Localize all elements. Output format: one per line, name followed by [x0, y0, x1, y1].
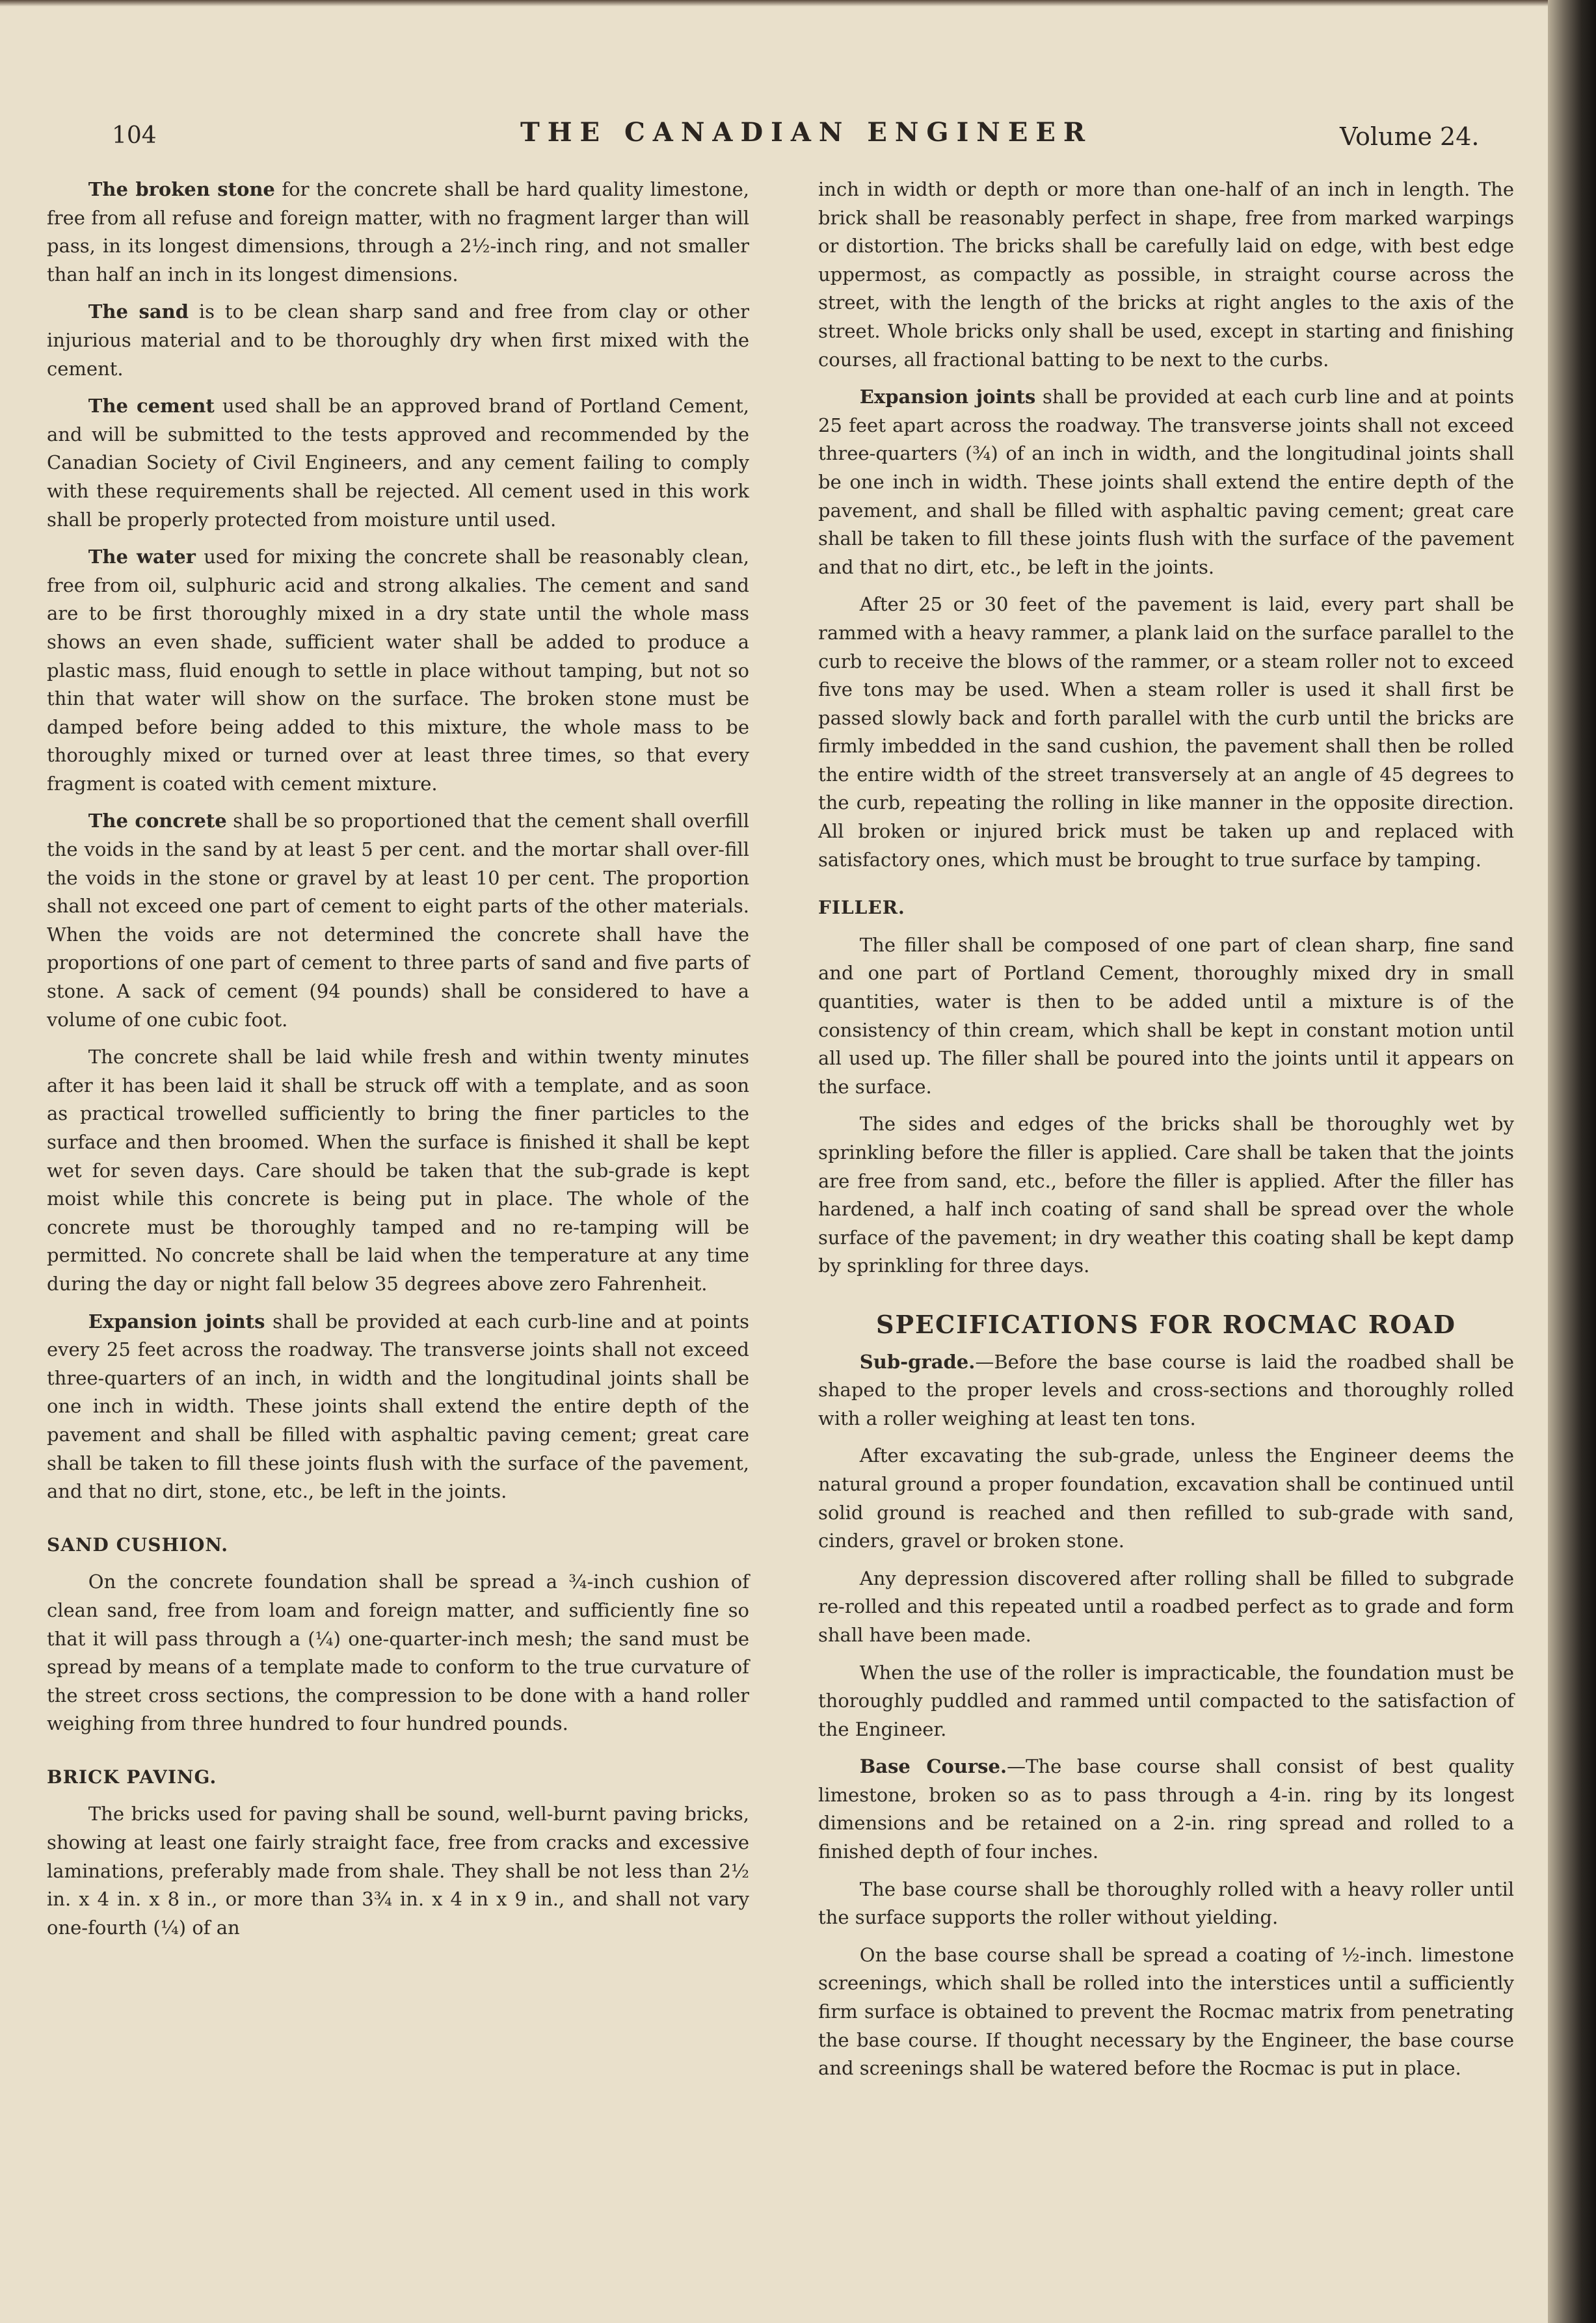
paragraph-sub-grade: Sub-grade.—Before the base course is laid the roadbed shall be shaped to the proper levels and cross-sections and thoroughly rolled with a roller weighing at least ten tons. [818, 1350, 1514, 1429]
paragraph-concrete-laying: The concrete shall be laid while fresh and within twenty minutes after it has been laid it shall be struck off with a template, and as soon as practical trowelled sufficiently to bring the finer particles to the surface and then broomed. When the surface is finished it shall be kept wet for seven days. Care should be taken that the sub-grade is kept moist while this concrete is being put in place. The whole of the concrete must be thoroughly tamped and no re-tamping will be permitted. No concrete shall be laid when the temperature at any time during the day or night fall below 35 degrees above zero Fahrenheit. [47, 1046, 749, 1295]
book-spine [1548, 0, 1596, 2323]
paragraph-sand: The sand is to be clean sharp sand and free from clay or other injurious material and to be thoroughly dry when first mixed with the cement. [47, 300, 749, 380]
heading-sand-cushion: SAND CUSHION. [47, 1533, 228, 1556]
running-header [0, 117, 1548, 169]
paragraph-sand-cushion: On the concrete foundation shall be spread a ¾-inch cushion of clean sand, free from loam and foreign matter, and sufficiently fine so that it will pass through a (¼) one-quarter-inch mesh; the sand must be spread by means of a template made to conform to the true curvature of the street cross sections, the compression to be done with a hand roller weighing from three hundred to four hundred pounds. [47, 1571, 749, 1735]
page-top-edge [0, 0, 1548, 7]
page-number: 104 [112, 122, 157, 149]
paragraph-filler-2: The sides and edges of the bricks shall be thoroughly wet by sprinkling before the filler is applied. Care shall be taken that the joints are free from sand, etc., before the filler is applied. After the filler has hardened, a half inch coating of sand shall be spread over the whole surface of the pavement; in dry weather this coating shall be kept damp by sprinkling for three days. [818, 1113, 1514, 1277]
right-column [818, 176, 1514, 2092]
paragraph-filler-1: The filler shall be composed of one part of clean sharp, fine sand and one part of Portland Cement, thoroughly mixed dry in small quantities, water is then to be added until a mixture is of the consistency of thin cream, which shall be kept in constant motion until all used up. The filler shall be poured into the joints until it appears on the surface. [818, 933, 1514, 1098]
heading-filler: FILLER. [818, 897, 905, 919]
paragraph-water: The water used for mixing the concrete shall be reasonably clean, free from oil, sulphuric acid and strong alkalies. The cement and sand are to be first thoroughly mixed in a dry state until the whole mass shows an even shade, sufficient water shall be added to produce a plastic mass, fluid enough to settle in place without tamping, but not so thin that water will show on the surface. The broken stone must be damped before being added to this mixture, the whole mass to be thoroughly mixed or turned over at least three times, so that every fragment is coated with cement mixture. [47, 546, 749, 795]
paragraph-roller-impracticable: When the use of the roller is impracticable, the foundation must be thoroughly puddled and rammed until compacted to the satisfaction of the Engineer. [818, 1661, 1514, 1740]
paragraph-cement: The cement used shall be an approved brand of Portland Cement, and will be submitted to the tests approved and recommended by the Canadian Society of Civil Engineers, and any cement failing to comply with these requirements shall be rejected. All cement used in this work shall be properly protected from moisture until used. [47, 395, 749, 531]
heading-brick-paving: BRICK PAVING. [47, 1766, 217, 1788]
paragraph-broken-stone: The broken stone for the concrete shall be hard quality limestone, free from all refuse and foreign matter, with no fragment larger than will pass, in its longest dimensions, through a 2½-inch ring, and not smaller than half an inch in its longest dimensions. [47, 178, 750, 285]
paragraph-expansion-joints: Expansion joints shall be provided at each curb-line and at points every 25 feet across the roadway. The transverse joints shall not exceed three-quarters of an inch, in width and the longitudinal joints shall be one inch in width. These joints shall extend the entire depth of the pavement and shall be filled with asphaltic paving cement; great care shall be taken to fill these joints flush with the surface of the pavement, and that no dirt, stone, etc., be left in the joints. [47, 1310, 749, 1503]
paragraph-brick-expansion-joints: Expansion joints shall be provided at each curb line and at points 25 feet apart across the roadway. The transverse joints shall not exceed three-quarters (¾) of an inch in width, and the longitudinal joints shall be one inch in width. These joints shall extend the entire depth of the pavement, and shall be filled with asphaltic paving cement; great care shall be taken to fill these joints flush with the surface of the pavement and that no dirt, etc., be left in the joints. [818, 386, 1514, 578]
paragraph-ramming: After 25 or 30 feet of the pavement is laid, every part shall be rammed with a heavy rammer, a plank laid on the surface parallel to the curb to receive the blows of the rammer, or a steam roller not to exceed five tons may be used. When a steam roller is used it shall first be passed slowly back and forth parallel with the curb until the bricks are firmly imbedded in the sand cushion, the pavement shall then be rolled the entire width of the street transversely at an angle of 45 degrees to the curb, repeating the rolling in like manner in the opposite direction. All broken or injured brick must be taken up and replaced with satisfactory ones, which must be brought to true surface by tamping. [818, 593, 1514, 871]
paragraph-base-course: Base Course.—The base course shall consist of best quality limestone, broken so as to pass through a 4-in. ring by its longest dimensions and be retained on a 2-in. ring spread and rolled to a finished depth of four inches. [818, 1755, 1514, 1863]
left-column [47, 176, 749, 1951]
heading-rocmac: SPECIFICATIONS FOR ROCMAC ROAD [876, 1309, 1456, 1339]
paragraph-excavating: After excavating the sub-grade, unless the Engineer deems the natural ground a proper foundation, excavation shall be continued until solid ground is reached and then refilled to sub-grade with sand, cinders, gravel or broken stone. [818, 1444, 1514, 1552]
paragraph-screenings: On the base course shall be spread a coating of ½-inch. limestone screenings, which shall be rolled into the interstices until a sufficiently firm surface is obtained to prevent the Rocmac matrix from penetrating the base course. If thought necessary by the Engineer, the base course and screenings shall be watered before the Rocmac is put in place. [818, 1943, 1514, 2080]
paragraph-concrete: The concrete shall be so proportioned that the cement shall overfill the voids in the sand by at least 5 per cent. and the mortar shall over-fill the voids in the stone or gravel by at least 10 per cent. The proportion shall not exceed one part of cement to eight parts of the other materials. When the voids are not determined the concrete shall have the proportions of one part of cement to three parts of sand and five parts of stone. A sack of cement (94 pounds) shall be considered to have a volume of one cubic foot. [47, 810, 749, 1031]
paragraph-depression: Any depression discovered after rolling shall be filled to subgrade re-rolled and this repeated until a roadbed perfect as to grade and form shall have been made. [818, 1567, 1514, 1646]
paragraph-base-rolled: The base course shall be thoroughly rolled with a heavy roller until the surface supports the roller without yielding. [818, 1878, 1514, 1929]
paragraph-brick-paving: The bricks used for paving shall be sound, well-burnt paving bricks, showing at least one fairly straight face, free from cracks and excessive laminations, preferably made from shale. They shall be not less than 2½ in. x 4 in. x 8 in., or more than 3¾ in. x 4 in x 9 in., and shall not vary one-fourth (¼) of an [47, 1803, 749, 1939]
volume-label: Volume 24. [1340, 122, 1480, 151]
paragraph-brick-continued: inch in width or depth or more than one-half of an inch in length. The brick shall be reasonably perfect in shape, free from marked warpings or distortion. The bricks shall be carefully laid on edge, with best edge uppermost, as compactly as possible, in straight course across the street, with the length of the bricks at right angles to the axis of the street. Whole bricks only shall be used, except in starting and finishing courses, all fractional batting to be next to the curbs. [818, 178, 1514, 371]
journal-title: THE CANADIAN ENGINEER [520, 117, 1093, 148]
